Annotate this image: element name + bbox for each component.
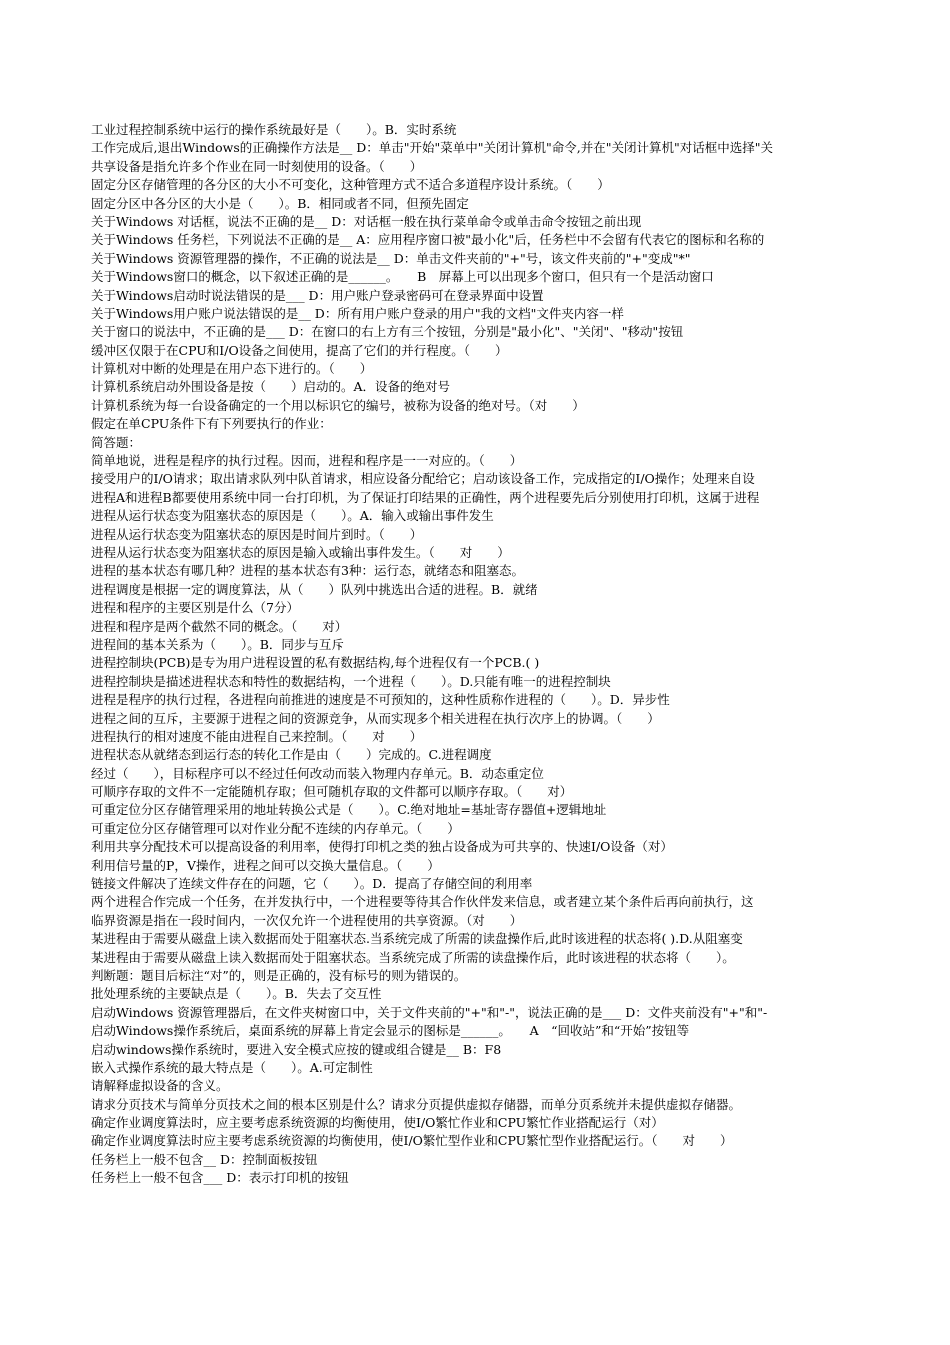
text-line: 关于Windows 对话框，说法不正确的是__ D：对话框一般在执行菜单命令或单击命令按钮之前出现	[91, 213, 642, 229]
text-line: 假定在单CPU条件下有下列要执行的作业：	[91, 416, 332, 432]
text-line: 进程和程序是两个截然不同的概念。（ 对）	[91, 618, 348, 634]
text-line: 判断题：题目后标注“对”的，则是正确的，没有标号的则为错误的。	[91, 967, 467, 983]
text-line: 任务栏上一般不包含___ D：表示打印机的按钮	[91, 1170, 349, 1186]
text-line: 任务栏上一般不包含__ D：控制面板按钮	[91, 1151, 318, 1167]
text-line: 某进程由于需要从磁盘上读入数据而处于阻塞状态.当系统完成了所需的读盘操作后,此时该进程的状态将( ).D.从阻塞变	[91, 931, 743, 947]
text-line: 嵌入式操作系统的最大特点是（ ）。A.可定制性	[91, 1059, 373, 1075]
text-line: 可重定位分区存储管理可以对作业分配不连续的内存单元。（ ）	[91, 820, 460, 836]
text-line: 关于Windows窗口的概念，以下叙述正确的是______。 B 屏幕上可以出现多个窗口，但只有一个是活动窗口	[91, 269, 714, 285]
text-line: 经过（ ），目标程序可以不经过任何改动而装入物理内存单元。B．动态重定位	[91, 765, 544, 781]
text-line: 请求分页技术与简单分页技术之间的根本区别是什么？请求分页提供虚拟存储器，而单分页系统并未提供虚拟存储器。	[91, 1096, 742, 1112]
text-line: 进程从运行状态变为阻塞状态的原因是时间片到时。（ ）	[91, 526, 423, 542]
text-line: 进程间的基本关系为（ ）。B．同步与互斥	[91, 636, 344, 652]
text-line: 批处理系统的主要缺点是（ ）。B．失去了交互性	[91, 986, 382, 1002]
text-line: 某进程由于需要从磁盘上读入数据而处于阻塞状态。当系统完成了所需的读盘操作后，此时该进程的状态将（ ）。	[91, 949, 735, 965]
text-line: 计算机对中断的处理是在用户态下进行的。（ ）	[91, 361, 373, 377]
text-line: 进程从运行状态变为阻塞状态的原因是（ ）。A．输入或输出事件发生	[91, 508, 494, 524]
text-line: 启动windows操作系统时，要进入安全模式应按的键或组合键是__ B：F8	[91, 1041, 502, 1057]
text-line: 进程控制块(PCB)是专为用户进程设置的私有数据结构,每个进程仅有一个PCB.( )	[91, 655, 540, 671]
text-line: 进程和程序的主要区别是什么（7分）	[91, 600, 299, 616]
text-line: 关于Windows 资源管理器的操作，不正确的说法是__ D：单击文件夹前的"+"号，该文件夹前的"+"变成"*"	[91, 250, 691, 266]
text-line: 进程A和进程B都要使用系统中同一台打印机，为了保证打印结果的正确性，两个进程要先后分别使用打印机，这属于进程	[91, 489, 760, 505]
text-line: 关于Windows启动时说法错误的是___ D：用户账户登录密码可在登录界面中设置	[91, 287, 544, 303]
text-line: 关于Windows 任务栏，下列说法不正确的是__ A：应用程序窗口被"最小化"后，任务栏中不会留有代表它的图标和名称的	[91, 232, 765, 248]
text-line: 进程状态从就绪态到运行态的转化工作是由（ ）完成的。C.进程调度	[91, 747, 492, 763]
text-line: 进程是程序的执行过程，各进程向前推进的速度是不可预知的，这种性质称作进程的（ ）。D．异步性	[91, 692, 670, 708]
text-line: 进程执行的相对速度不能由进程自己来控制。（ 对 ）	[91, 728, 423, 744]
text-line: 启动Windows操作系统后，桌面系统的屏幕上肯定会显示的图标是______。 A “回收站”和“开始”按钮等	[91, 1023, 690, 1039]
document-body	[91, 121, 871, 1188]
text-line: 进程调度是根据一定的调度算法，从（ ）队列中挑选出合适的进程。B．就绪	[91, 581, 538, 597]
text-line: 确定作业调度算法时应主要考虑系统资源的均衡使用，使I/O繁忙型作业和CPU繁忙型作业搭配运行。（ 对 ）	[91, 1133, 733, 1149]
text-line: 工业过程控制系统中运行的操作系统最好是（ ）。B．实时系统	[91, 122, 457, 137]
text-line: 可顺序存取的文件不一定能随机存取；但可随机存取的文件都可以顺序存取。（ 对）	[91, 784, 573, 800]
text-line: 临界资源是指在一段时间内，一次仅允许一个进程使用的共享资源。（对 ）	[91, 912, 523, 928]
text-line: 计算机系统为每一台设备确定的一个用以标识它的编号，被称为设备的绝对号。（对 ）	[91, 397, 585, 413]
text-line: 简单地说，进程是程序的执行过程。因而，进程和程序是一一对应的。（ ）	[91, 453, 523, 469]
text-line: 利用共享分配技术可以提高设备的利用率，使得打印机之类的独占设备成为可共享的、快速I/O设备（对）	[91, 839, 673, 855]
text-line: 缓冲区仅限于在CPU和I/O设备之间使用，提高了它们的并行程度。（ ）	[91, 342, 508, 358]
text-line: 利用信号量的P，V操作，进程之间可以交换大量信息。（ ）	[91, 857, 440, 873]
text-line: 固定分区存储管理的各分区的大小不可变化，这种管理方式不适合多道程序设计系统。（ ）	[91, 177, 610, 193]
text-line: 简答题：	[91, 434, 142, 450]
text-line: 链接文件解决了连续文件存在的问题，它（ ）。D．提高了存储空间的利用率	[91, 876, 533, 892]
text-line: 可重定位分区存储管理采用的地址转换公式是（ ）。C.绝对地址=基址寄存器值+逻辑地址	[91, 802, 607, 818]
text-line: 共享设备是指允许多个作业在同一时刻使用的设备。（ ）	[91, 158, 423, 174]
text-line: 进程的基本状态有哪几种？进程的基本状态有3种：运行态，就绪态和阻塞态。	[91, 563, 524, 579]
text-line: 接受用户的I/O请求；取出请求队列中队首请求，相应设备分配给它；启动该设备工作，完成指定的I/O操作；处理来自设	[91, 471, 755, 487]
text-line: 请解释虚拟设备的含义。	[91, 1078, 229, 1094]
text-line: 进程之间的互斥，主要源于进程之间的资源竞争，从而实现多个相关进程在执行次序上的协调。（ ）	[91, 710, 660, 726]
text-line: 计算机系统启动外围设备是按（ ）启动的。A．设备的绝对号	[91, 379, 451, 395]
text-line: 确定作业调度算法时，应主要考虑系统资源的均衡使用，使I/O繁忙作业和CPU繁忙作业搭配运行（对）	[91, 1115, 664, 1131]
text-line: 进程从运行状态变为阻塞状态的原因是输入或输出事件发生。（ 对 ）	[91, 544, 510, 560]
text-line: 固定分区中各分区的大小是（ ）。B．相同或者不同，但预先固定	[91, 195, 469, 211]
text-line: 启动Windows 资源管理器后，在文件夹树窗口中，关于文件夹前的"+"和"-"，说法正确的是___ D：文件夹前没有"+"和"-	[91, 1004, 768, 1020]
text-line: 关于窗口的说法中，不正确的是___ D：在窗口的右上方有三个按钮，分别是"最小化"、"关闭"、"移动"按钮	[91, 324, 684, 340]
text-line: 两个进程合作完成一个任务，在并发执行中，一个进程要等待其合作伙伴发来信息，或者建立某个条件后再向前执行，这	[91, 894, 754, 910]
text-line: 工作完成后,退出Windows的正确操作方法是__ D：单击"开始"菜单中"关闭计算机"命令,并在"关闭计算机"对话框中选择"关	[91, 140, 774, 156]
text-line: 关于Windows用户账户说法错误的是__ D：所有用户账户登录的用户"我的文档"文件夹内容一样	[91, 305, 624, 321]
text-line: 进程控制块是描述进程状态和特性的数据结构，一个进程（ ）。D.只能有唯一的进程控制块	[91, 673, 611, 689]
